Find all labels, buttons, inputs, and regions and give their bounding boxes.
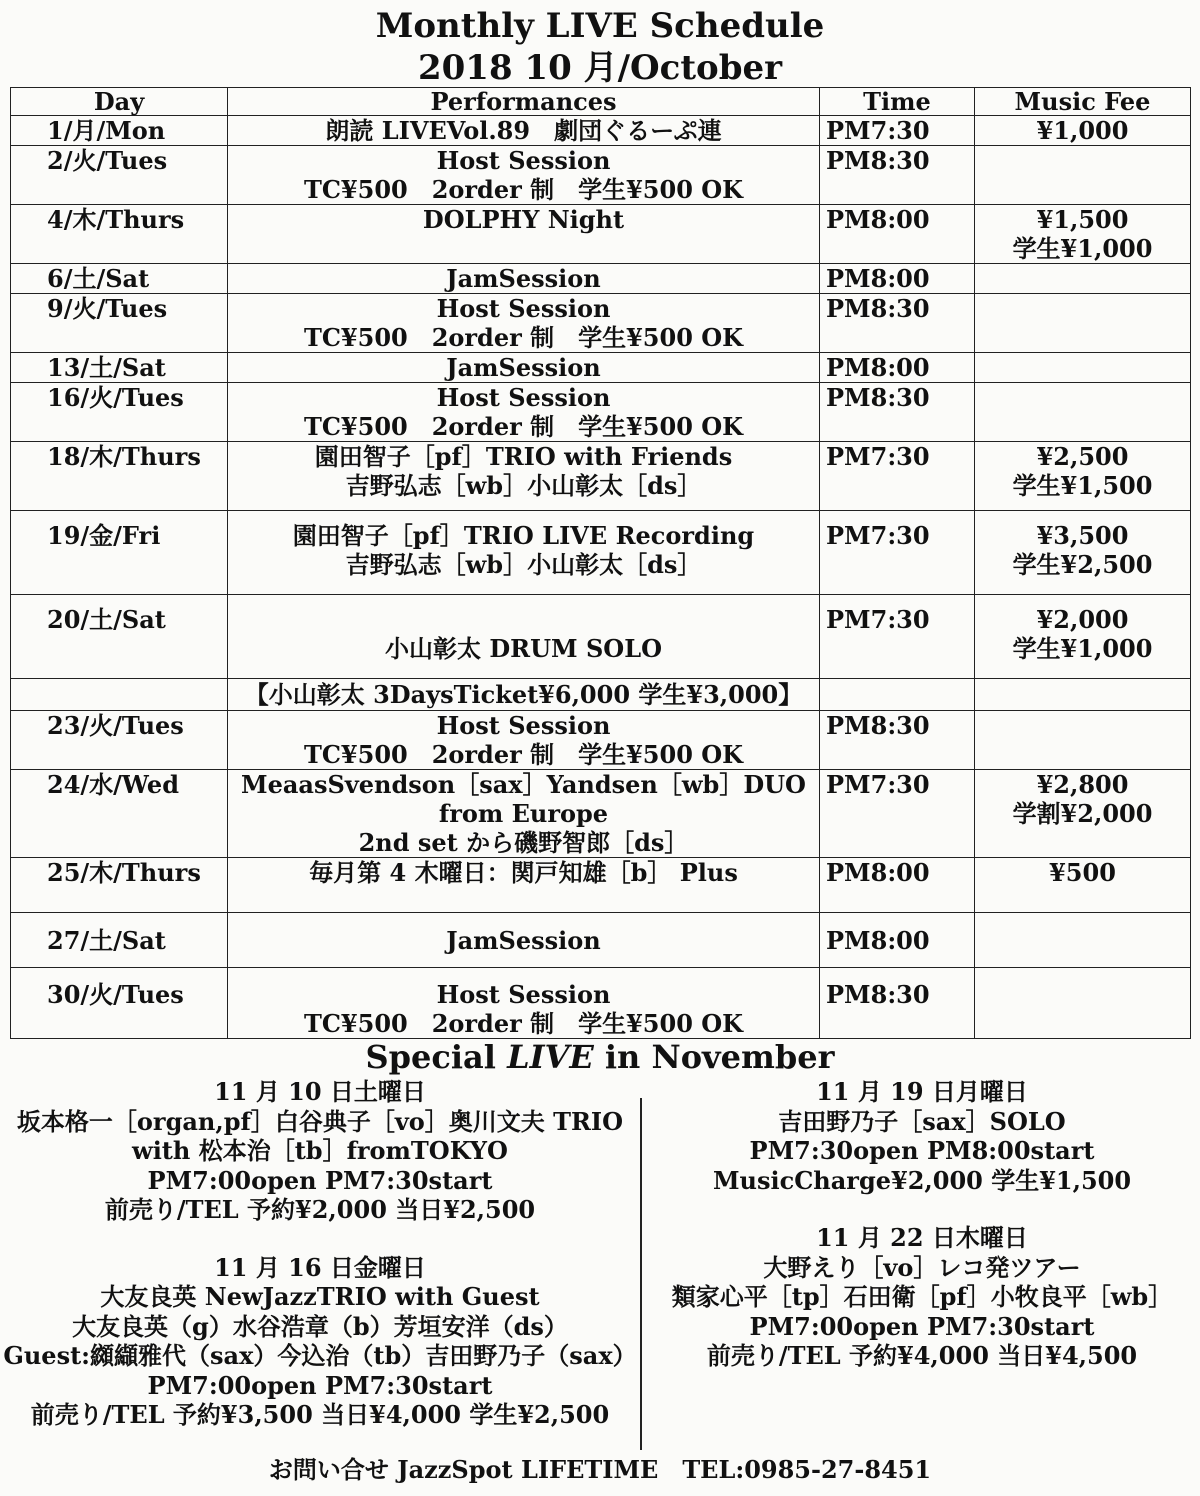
performance-line: Host Session xyxy=(436,980,611,1009)
event-line: PM7:30open PM8:00start xyxy=(749,1136,1095,1165)
cell-time: PM7:30 xyxy=(820,595,975,679)
cell-time: PM8:00 xyxy=(820,913,975,968)
cell-time: PM8:30 xyxy=(820,968,975,1039)
fee-line: ¥3,500 xyxy=(1036,521,1129,550)
cell-performance xyxy=(228,913,820,968)
cell-day: 9/火/Tues xyxy=(11,294,228,353)
table-row xyxy=(11,595,1191,679)
cell-performance xyxy=(228,383,820,442)
cell-music-fee xyxy=(975,913,1191,968)
table-row xyxy=(11,353,1191,383)
fee-line: ¥2,500 xyxy=(1036,442,1129,471)
cell-performance xyxy=(228,858,820,913)
performance-line xyxy=(228,605,819,634)
cell-day: 16/火/Tues xyxy=(11,383,228,442)
cell-performance xyxy=(228,205,820,264)
table-row xyxy=(11,264,1191,294)
performance-line: TC¥500 2order 制 学生¥500 OK xyxy=(303,323,744,352)
cell-music-fee xyxy=(975,968,1191,1039)
schedule-rows xyxy=(11,116,1191,1039)
cell-day: 23/火/Tues xyxy=(11,711,228,770)
event-line: 類家心平［tp］石田衛［pf］小牧良平［wb］ xyxy=(671,1282,1173,1311)
event-line: PM7:00open PM7:30start xyxy=(147,1370,493,1400)
cell-performance xyxy=(228,146,820,205)
cell-performance xyxy=(228,116,820,146)
cell-day: 6/土/Sat xyxy=(11,264,228,294)
table-row xyxy=(11,511,1191,595)
performance-line: 吉野弘志［wb］小山彰太［ds］ xyxy=(345,471,702,500)
cell-day: 13/土/Sat xyxy=(11,353,228,383)
special-heading-post: in November xyxy=(593,1038,835,1076)
performance-line: TC¥500 2order 制 学生¥500 OK xyxy=(303,412,744,441)
cell-music-fee xyxy=(975,116,1191,146)
performance-line: JamSession xyxy=(446,264,601,293)
event-line: PM7:00open PM7:30start xyxy=(147,1165,493,1195)
fee-line: ¥500 xyxy=(1049,858,1116,887)
performance-line: 吉野弘志［wb］小山彰太［ds］ xyxy=(345,550,702,579)
cell-day: 30/火/Tues xyxy=(11,968,228,1039)
event-line: 坂本格一［organ,pf］白谷典子［vo］奥川文夫 TRIO xyxy=(16,1106,624,1136)
special-heading-live: LIVE xyxy=(507,1038,594,1076)
cell-performance xyxy=(228,679,820,711)
cell-performance xyxy=(228,968,820,1039)
performance-line: 小山彰太 DRUM SOLO xyxy=(385,634,662,663)
performance-line: Host Session xyxy=(436,711,611,740)
cell-day: 4/木/Thurs xyxy=(11,205,228,264)
cell-performance xyxy=(228,595,820,679)
fee-line: ¥2,800 xyxy=(1036,770,1129,799)
cell-performance xyxy=(228,511,820,595)
cell-time: PM7:30 xyxy=(820,116,975,146)
event-date: 11 月 16 日金曜日 xyxy=(214,1252,426,1282)
table-row xyxy=(11,679,1191,711)
cell-day: 1/月/Mon xyxy=(11,116,228,146)
table-row xyxy=(11,205,1191,264)
header-performances: Performances xyxy=(228,88,820,116)
cell-music-fee xyxy=(975,442,1191,511)
performance-line: 園田智子［pf］TRIO LIVE Recording xyxy=(292,521,755,550)
event-line: 大友良英（g）水谷浩章（b）芳垣安洋（ds） xyxy=(72,1311,568,1341)
special-heading xyxy=(0,1038,1200,1076)
fee-line: ¥2,000 xyxy=(1036,605,1129,634)
table-row xyxy=(11,858,1191,913)
event-line: PM7:00open PM7:30start xyxy=(749,1311,1095,1341)
table-row xyxy=(11,442,1191,511)
event-line: 大友良英 NewJazzTRIO with Guest xyxy=(100,1282,540,1311)
performance-line: Host Session xyxy=(436,294,611,323)
special-right-column xyxy=(644,1077,1200,1399)
cell-day: 2/火/Tues xyxy=(11,146,228,205)
event-date: 11 月 19 日月曜日 xyxy=(816,1077,1028,1106)
fee-line: 学生¥1,000 xyxy=(1012,634,1153,663)
event-line: with 松本治［tb］fromTOKYO xyxy=(132,1136,508,1165)
special-event xyxy=(644,1077,1200,1195)
performance-line: Host Session xyxy=(436,146,611,175)
cell-music-fee xyxy=(975,353,1191,383)
performance-line: TC¥500 2order 制 学生¥500 OK xyxy=(303,740,744,769)
cell-time: PM8:30 xyxy=(820,383,975,442)
cell-music-fee xyxy=(975,205,1191,264)
cell-performance xyxy=(228,442,820,511)
cell-music-fee xyxy=(975,595,1191,679)
table-row xyxy=(11,383,1191,442)
fee-line: 学生¥2,500 xyxy=(1012,550,1153,579)
cell-music-fee xyxy=(975,383,1191,442)
cell-performance xyxy=(228,264,820,294)
cell-day: 18/木/Thurs xyxy=(11,442,228,511)
cell-performance xyxy=(228,294,820,353)
performance-line: 朗読 LIVEVol.89 劇団ぐるーぷ連 xyxy=(325,116,722,145)
fee-line: ¥1,500 xyxy=(1036,205,1129,234)
performance-line xyxy=(228,968,819,980)
special-left-column xyxy=(0,1077,640,1458)
fee-line: 学生¥1,500 xyxy=(1012,471,1153,500)
performance-line: TC¥500 2order 制 学生¥500 OK xyxy=(303,175,744,204)
contact-footer: お問い合せ JazzSpot LIFETIME TEL:0985-27-8451 xyxy=(268,1455,932,1484)
cell-time: PM8:00 xyxy=(820,264,975,294)
table-row xyxy=(11,146,1191,205)
cell-music-fee xyxy=(975,264,1191,294)
special-event xyxy=(0,1077,640,1225)
special-event xyxy=(0,1253,640,1430)
cell-time: PM8:30 xyxy=(820,711,975,770)
cell-day: 24/水/Wed xyxy=(11,770,228,858)
performance-line: JamSession xyxy=(446,353,601,382)
header-day: Day xyxy=(11,88,228,116)
cell-time: PM8:00 xyxy=(820,353,975,383)
table-row xyxy=(11,116,1191,146)
cell-music-fee xyxy=(975,294,1191,353)
table-row xyxy=(11,294,1191,353)
table-row xyxy=(11,913,1191,968)
cell-time: PM8:30 xyxy=(820,294,975,353)
table-row xyxy=(11,968,1191,1039)
cell-day: 27/土/Sat xyxy=(11,913,228,968)
performance-line: TC¥500 2order 制 学生¥500 OK xyxy=(303,1009,744,1038)
performance-line: 【小山彰太 3DaysTicket¥6,000 学生¥3,000】 xyxy=(244,680,803,709)
cell-performance xyxy=(228,770,820,858)
cell-time: PM7:30 xyxy=(820,511,975,595)
event-line: 前売り/TEL 予約¥3,500 当日¥4,000 学生¥2,500 xyxy=(30,1400,610,1429)
performance-line: 2nd set から磯野智郎［ds］ xyxy=(358,828,689,857)
event-line: 前売り/TEL 予約¥2,000 当日¥2,500 xyxy=(104,1195,536,1224)
page-subtitle: 2018 10 月/October xyxy=(417,48,783,88)
header-music-fee: Music Fee xyxy=(975,88,1191,116)
cell-music-fee xyxy=(975,711,1191,770)
schedule-table xyxy=(10,87,1191,1039)
event-line: 大野えり［vo］レコ発ツアー xyxy=(763,1252,1081,1282)
fee-line: 学生¥1,000 xyxy=(1012,234,1153,263)
fee-line: 学割¥2,000 xyxy=(1012,799,1153,828)
cell-time: PM7:30 xyxy=(820,770,975,858)
event-line: MusicCharge¥2,000 学生¥1,500 xyxy=(712,1165,1132,1195)
table-row xyxy=(11,770,1191,858)
cell-day: 20/土/Sat xyxy=(11,595,228,679)
page-title: Monthly LIVE Schedule xyxy=(375,6,825,46)
cell-day xyxy=(11,679,228,711)
header-time: Time xyxy=(820,88,975,116)
cell-music-fee xyxy=(975,679,1191,711)
table-row xyxy=(11,711,1191,770)
special-heading-pre: Special xyxy=(365,1038,508,1076)
cell-time xyxy=(820,679,975,711)
performance-line: JamSession xyxy=(446,925,601,955)
column-divider xyxy=(640,1098,642,1450)
special-event xyxy=(644,1223,1200,1371)
cell-performance xyxy=(228,353,820,383)
performance-line: MeaasSvendson［sax］Yandsen［wb］DUO xyxy=(241,770,806,799)
event-date: 11 月 22 日木曜日 xyxy=(816,1223,1028,1252)
cell-music-fee xyxy=(975,858,1191,913)
performance-line: Host Session xyxy=(436,383,611,412)
cell-time: PM8:30 xyxy=(820,146,975,205)
performance-line: 毎月第 4 木曜日：関戸知雄［b］ Plus xyxy=(309,858,738,887)
cell-day: 19/金/Fri xyxy=(11,511,228,595)
cell-day: 25/木/Thurs xyxy=(11,858,228,913)
event-line: Guest:纐纈雅代（sax）今込治（tb）吉田野乃子（sax） xyxy=(3,1341,637,1370)
cell-performance xyxy=(228,711,820,770)
performance-line: 園田智子［pf］TRIO with Friends xyxy=(314,442,733,471)
event-date: 11 月 10 日土曜日 xyxy=(214,1077,426,1106)
cell-music-fee xyxy=(975,770,1191,858)
fee-line: ¥1,000 xyxy=(1036,116,1129,145)
cell-music-fee xyxy=(975,146,1191,205)
cell-time: PM8:00 xyxy=(820,205,975,264)
cell-music-fee xyxy=(975,511,1191,595)
cell-time: PM8:00 xyxy=(820,858,975,913)
performance-line: DOLPHY Night xyxy=(422,205,625,234)
cell-time: PM7:30 xyxy=(820,442,975,511)
event-line: 吉田野乃子［sax］SOLO xyxy=(778,1106,1066,1136)
event-line: 前売り/TEL 予約¥4,000 当日¥4,500 xyxy=(706,1341,1138,1370)
performance-line: from Europe xyxy=(438,799,609,828)
